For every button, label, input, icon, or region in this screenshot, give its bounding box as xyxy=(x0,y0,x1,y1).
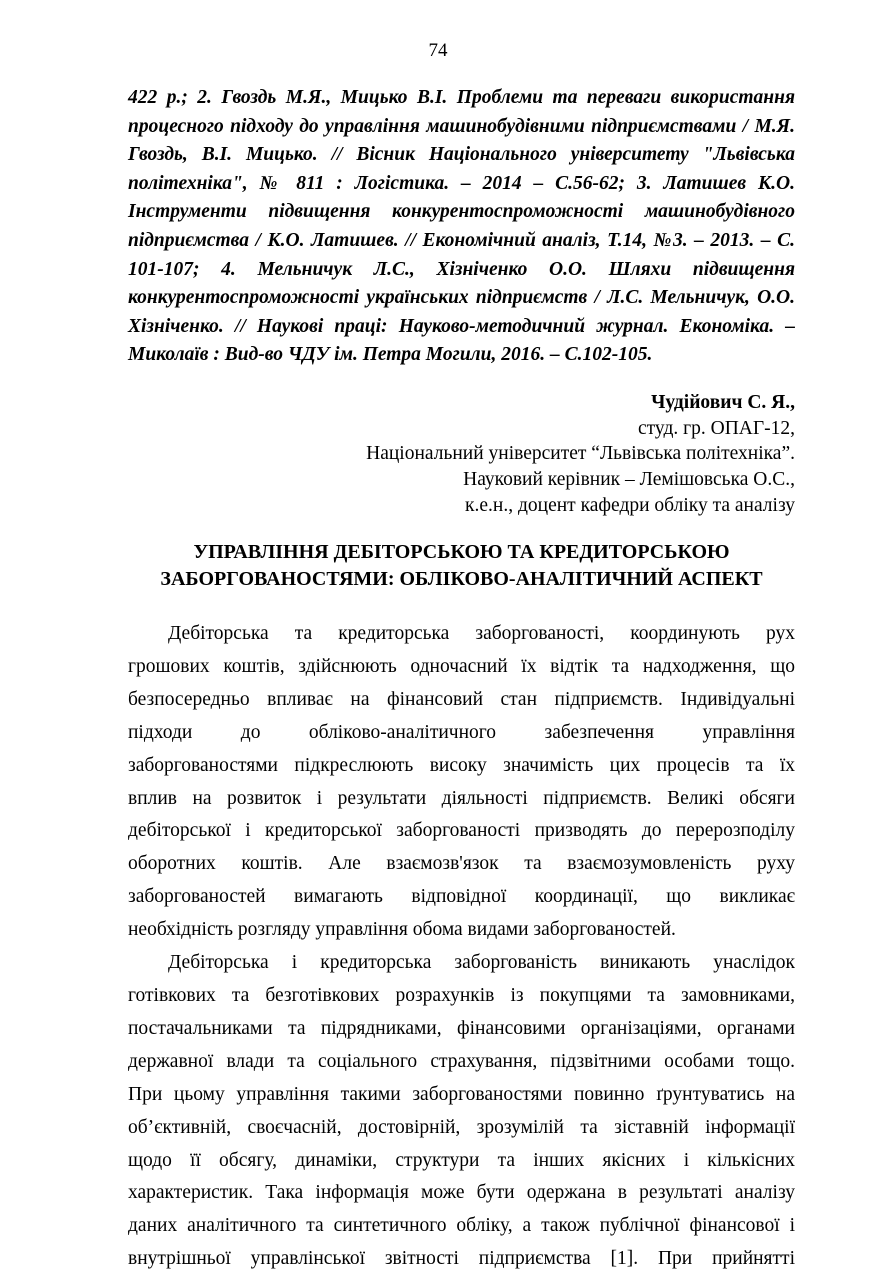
paragraph-line: заборгованостями підкреслюють високу значимість цих процесів та їх xyxy=(128,754,795,776)
paragraph xyxy=(128,947,795,1276)
article-title xyxy=(128,539,795,593)
title-line: ЗАБОРГОВАНОСТЯМИ: ОБЛІКОВО-АНАЛІТИЧНИЙ АСПЕКТ xyxy=(160,568,763,590)
paragraph-line: вплив на розвиток і результати діяльності підприємств. Великі обсяги xyxy=(128,787,795,809)
paragraph-line: оборотних коштів. Але взаємозв'язок та взаємозумовленість руху xyxy=(128,853,795,875)
paragraph-line: характеристик. Така інформація може бути одержана в результаті аналізу xyxy=(128,1182,795,1204)
paragraph-line: Дебіторська та кредиторська заборгованості, координують рух xyxy=(168,623,795,644)
paragraph-line: необхідність розгляду управління обома видами заборгованостей. xyxy=(128,919,676,941)
author-name: Чудійович С. Я., xyxy=(651,392,795,413)
paragraph-line: щодо її обсягу, динаміки, структури та інших якісних і кількісних xyxy=(128,1149,795,1171)
title-line: УПРАВЛІННЯ ДЕБІТОРСЬКОЮ ТА КРЕДИТОРСЬКОЮ xyxy=(193,541,730,563)
reference-line: 422 р.; 2. Гвоздь М.Я., Мицько В.І. Проблеми та переваги використання xyxy=(128,87,795,108)
paragraph-line: внутрішньої управлінської звітності підприємства [1]. При прийнятті xyxy=(128,1248,795,1270)
paragraph-line: Дебіторська і кредиторська заборгованість виникають унаслідок xyxy=(168,952,795,974)
paragraph-line: безпосередньо впливає на фінансовий стан підприємств. Індивідуальні xyxy=(128,688,795,710)
paragraph-line: об’єктивній, своєчасній, достовірній, зрозумілій та зіставній інформації xyxy=(128,1116,795,1138)
paragraph-line: готівкових та безготівкових розрахунків із покупцями та замовниками, xyxy=(128,984,795,1006)
paragraph-line: постачальниками та підрядниками, фінансовими організаціями, органами xyxy=(128,1017,795,1039)
supervisor-title: к.е.н., доцент кафедри обліку та аналізу xyxy=(465,494,795,516)
author-block xyxy=(128,390,795,519)
paragraph-line: підходи до обліково-аналітичного забезпечення управління xyxy=(128,721,795,743)
paragraph-line: даних аналітичного та синтетичного обліку, а також публічної фінансової і xyxy=(128,1215,795,1237)
reference-line: Миколаїв : Вид-во ЧДУ ім. Петра Могили, 2016. – С.102-105. xyxy=(128,344,653,366)
reference-line: Хізніченко. // Наукові праці: Науково-методичний журнал. Економіка. – xyxy=(128,315,795,337)
paragraph-line: При цьому управління такими заборгованостями повинно ґрунтуватись на xyxy=(128,1083,795,1105)
author-university: Національний університет “Львівська політехніка”. xyxy=(366,443,795,465)
paragraph-line: державної влади та соціального страхування, підзвітними особами тощо. xyxy=(128,1050,795,1072)
reference-line: конкурентоспроможності українських підприємств / Л.С. Мельничук, О.О. xyxy=(128,287,795,309)
paragraph-line: грошових коштів, здійснюють одночасний їх відтік та надходження, що xyxy=(128,655,795,677)
paragraph xyxy=(128,618,795,947)
supervisor: Науковий керівник – Лемішовська О.С., xyxy=(463,469,795,491)
reference-line: процесного підходу до управління машинобудівними підприємствами / М.Я. xyxy=(128,115,795,137)
page-number: 74 xyxy=(428,40,448,61)
author-group: студ. гр. ОПАГ-12, xyxy=(638,417,795,439)
paragraph-line: дебіторської і кредиторської заборгованості призводять до перерозподілу xyxy=(128,820,795,842)
reference-line: Гвоздь, В.І. Мицько. // Вісник Національного університету "Львівська xyxy=(128,144,795,166)
reference-line: підприємства / К.О. Латишев. // Економічний аналіз, Т.14, №3. – 2013. – С. xyxy=(128,229,795,251)
reference-line: політехніка", № 811 : Логістика. – 2014 – С.56-62; 3. Латишев К.О. xyxy=(128,172,795,194)
reference-line: Інструменти підвищення конкурентоспроможності машинобудівного xyxy=(128,201,795,223)
references-continuation xyxy=(128,84,795,370)
article-body xyxy=(128,618,795,1276)
paragraph-line: заборгованостей вимагають відповідної координації, що викликає xyxy=(128,886,795,908)
reference-line: 101-107; 4. Мельничук Л.С., Хізніченко О.О. Шляхи підвищення xyxy=(128,258,795,280)
